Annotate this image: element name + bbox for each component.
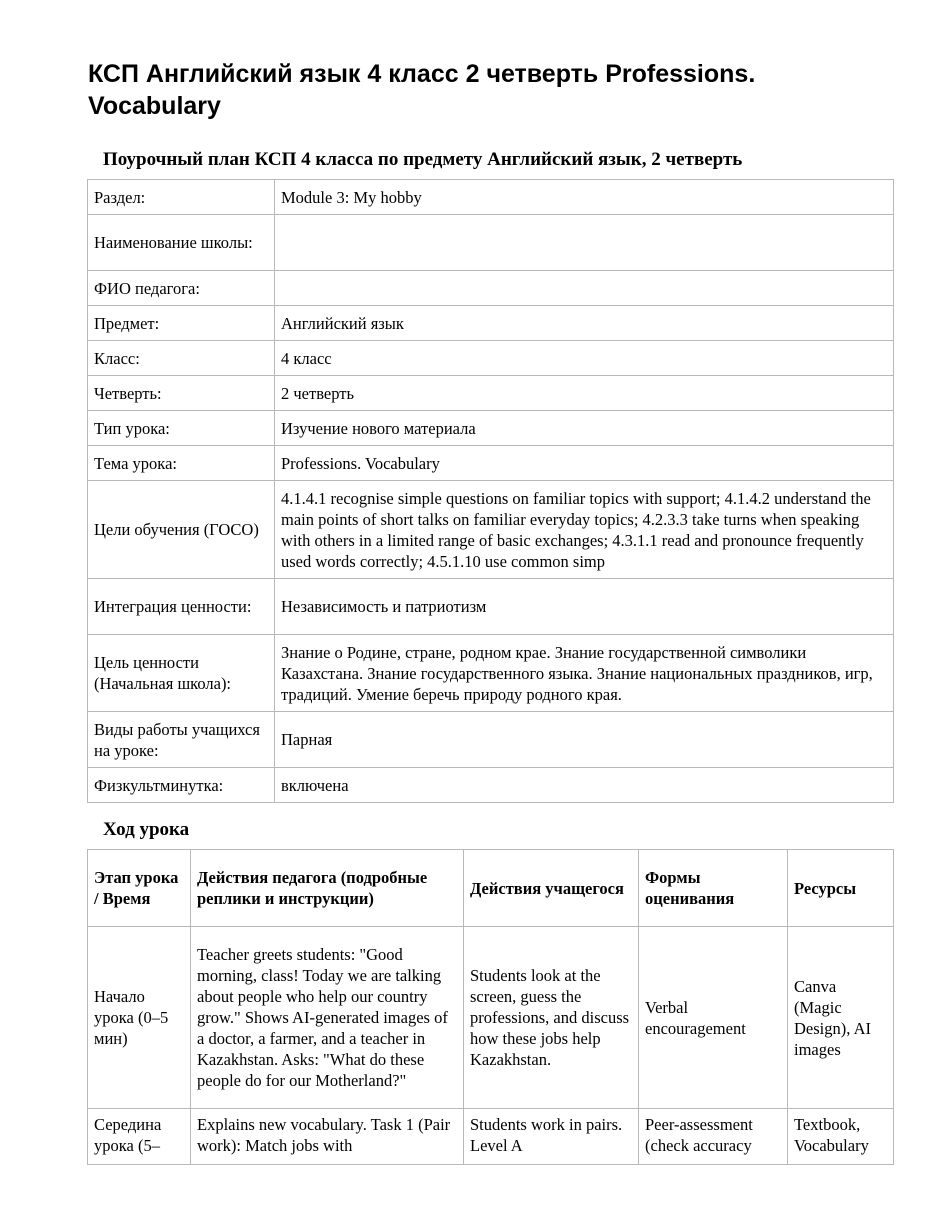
info-row-work-types [88, 712, 894, 768]
info-label: Четверть: [88, 376, 275, 411]
info-value: включена [275, 768, 894, 803]
info-row-lesson-type [88, 411, 894, 446]
info-value: Module 3: My hobby [275, 180, 894, 215]
info-row-value-integration [88, 579, 894, 635]
info-value [275, 215, 894, 271]
info-row-quarter [88, 376, 894, 411]
info-value: 4 класс [275, 341, 894, 376]
table-row [88, 1109, 894, 1165]
column-header-teacher-actions: Действия педагога (подробные реплики и инструкции) [191, 850, 464, 927]
stage-cell: Начало урока (0–5 мин) [88, 927, 191, 1109]
stage-cell: Середина урока (5– [88, 1109, 191, 1165]
info-label: ФИО педагога: [88, 271, 275, 306]
info-value: Знание о Родине, стране, родном крае. Знание государственной символики Казахстана. Знание государственного языка. Знание национальных праздников, игр, традиций. Умение беречь природу родного края. [275, 635, 894, 712]
info-row-section [88, 180, 894, 215]
info-label: Наименование школы: [88, 215, 275, 271]
lesson-flow-heading: Ход урока [103, 819, 190, 840]
info-row-teacher [88, 271, 894, 306]
table-row [88, 927, 894, 1109]
info-value: Английский язык [275, 306, 894, 341]
document-title: КСП Английский язык 4 класс 2 четверть Professions. Vocabulary [88, 60, 756, 120]
info-value [275, 271, 894, 306]
info-label: Цель ценности (Начальная школа): [88, 635, 275, 712]
flow-header-row [88, 850, 894, 927]
info-row-objectives [88, 481, 894, 579]
column-header-stage: Этап урока / Время [88, 850, 191, 927]
info-row-topic [88, 446, 894, 481]
info-label: Физкультминутка: [88, 768, 275, 803]
info-value: Парная [275, 712, 894, 768]
info-value: 4.1.4.1 recognise simple questions on familiar topics with support; 4.1.4.2 understand the main points of short talks on familiar everyday topics; 4.2.3.3 take turns when speaking with others in a limited range of basic exchanges; 4.3.1.1 read and pronounce frequently used words correctly; 4.5.1.10 use common simp [275, 481, 894, 579]
info-label: Цели обучения (ГОСО) [88, 481, 275, 579]
info-label: Интеграция ценности: [88, 579, 275, 635]
info-row-subject [88, 306, 894, 341]
column-header-assessment: Формы оценивания [639, 850, 788, 927]
info-value: 2 четверть [275, 376, 894, 411]
info-label: Раздел: [88, 180, 275, 215]
info-row-school [88, 215, 894, 271]
student-actions-cell: Students look at the screen, guess the professions, and discuss how these jobs help Kazakhstan. [464, 927, 639, 1109]
resources-cell: Canva (Magic Design), AI images [788, 927, 894, 1109]
plan-heading: Поурочный план КСП 4 класса по предмету Английский язык, 2 четверть [103, 149, 743, 170]
assessment-cell: Verbal encouragement [639, 927, 788, 1109]
info-label: Тема урока: [88, 446, 275, 481]
assessment-cell: Peer-assessment (check accuracy [639, 1109, 788, 1165]
info-row-value-goal [88, 635, 894, 712]
info-value: Изучение нового материала [275, 411, 894, 446]
info-label: Класс: [88, 341, 275, 376]
info-row-physical-break [88, 768, 894, 803]
info-label: Тип урока: [88, 411, 275, 446]
column-header-student-actions: Действия учащегося [464, 850, 639, 927]
lesson-info-table [87, 179, 894, 803]
lesson-flow-table [87, 849, 894, 1165]
resources-cell: Textbook, Vocabulary [788, 1109, 894, 1165]
info-value: Professions. Vocabulary [275, 446, 894, 481]
info-row-grade [88, 341, 894, 376]
teacher-actions-cell: Teacher greets students: "Good morning, class! Today we are talking about people who help our country grow." Shows AI-generated images of a doctor, a farmer, and a teacher in Kazakhstan. Asks: "What do these people do for our Motherland?" [191, 927, 464, 1109]
column-header-resources: Ресурсы [788, 850, 894, 927]
student-actions-cell: Students work in pairs. Level A [464, 1109, 639, 1165]
info-label: Виды работы учащихся на уроке: [88, 712, 275, 768]
info-label: Предмет: [88, 306, 275, 341]
teacher-actions-cell: Explains new vocabulary. Task 1 (Pair work): Match jobs with [191, 1109, 464, 1165]
info-value: Независимость и патриотизм [275, 579, 894, 635]
